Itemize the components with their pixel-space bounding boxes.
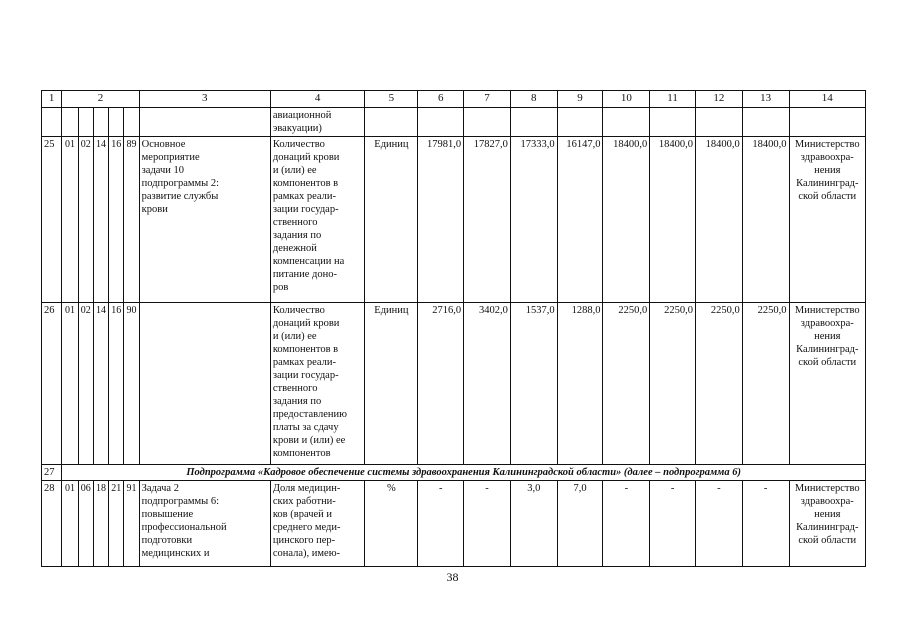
header-cell: 6: [418, 91, 464, 108]
row-number: 26: [42, 303, 62, 465]
continuation-row: [42, 108, 866, 137]
header-cell: 4: [270, 91, 365, 108]
value-cell: 2250,0: [742, 303, 789, 465]
value-cell: -: [603, 481, 650, 567]
header-cell: 5: [365, 91, 418, 108]
executor-cell: Министерство здравоохра- нения Калининград- ской области: [789, 303, 865, 465]
header-row: [42, 91, 866, 108]
indicator-cell: Доля медицин- ских работни- ков (врачей и среднего меди- цинского пер- сонала), имею-: [270, 481, 365, 567]
value-cell: 1288,0: [557, 303, 603, 465]
code-cell: 21: [109, 481, 124, 567]
code-cell: 16: [109, 137, 124, 303]
code-cell: 14: [93, 303, 108, 465]
header-cell: 3: [139, 91, 270, 108]
value-cell: 2250,0: [650, 303, 696, 465]
unit-cell: Единиц: [365, 303, 418, 465]
code-cell: 91: [124, 481, 139, 567]
code-cell: 02: [78, 303, 93, 465]
indicator-cell: Количество донаций крови и (или) ее компонентов в рамках реали- зации государ- ственного задания по предоставлению платы за сдачу крови и (или) ее компонентов: [270, 303, 365, 465]
header-cell: 11: [650, 91, 696, 108]
value-cell: 3402,0: [464, 303, 511, 465]
header-cell: 1: [42, 91, 62, 108]
code-cell: 01: [62, 303, 78, 465]
indicator-cell: Количество донаций крови и (или) ее компонентов в рамках реали- зации государ- ственного задания по денежной компенсации на питание доно- ров: [270, 137, 365, 303]
header-cell: 14: [789, 91, 865, 108]
code-cell: 14: [93, 137, 108, 303]
page-number: 38: [446, 570, 459, 584]
header-cell: 9: [557, 91, 603, 108]
value-cell: 2250,0: [695, 303, 742, 465]
row-number: 27: [42, 465, 62, 481]
value-cell: 17333,0: [510, 137, 557, 303]
value-cell: 16147,0: [557, 137, 603, 303]
header-cell: 8: [510, 91, 557, 108]
subprogram-title: Подпрограмма «Кадровое обеспечение системы здравоохранения Калининградской области» (далее – подпрограмма 6): [62, 465, 866, 481]
code-cell: 16: [109, 303, 124, 465]
value-cell: 2250,0: [603, 303, 650, 465]
value-cell: 18400,0: [695, 137, 742, 303]
program-indicators-table: [41, 90, 866, 567]
header-cell: 10: [603, 91, 650, 108]
header-cell: 12: [695, 91, 742, 108]
value-cell: 17827,0: [464, 137, 511, 303]
value-cell: 7,0: [557, 481, 603, 567]
header-cell: 7: [464, 91, 511, 108]
value-cell: 1537,0: [510, 303, 557, 465]
code-cell: 06: [78, 481, 93, 567]
header-cell: 13: [742, 91, 789, 108]
indicator-cell: авиационной эвакуации): [270, 108, 365, 137]
code-cell: 02: [78, 137, 93, 303]
executor-cell: Министерство здравоохра- нения Калининград- ской области: [789, 481, 865, 567]
value-cell: 18400,0: [742, 137, 789, 303]
event-cell: Задача 2 подпрограммы 6: повышение профессиональной подготовки медицинских и: [139, 481, 270, 567]
row-number: 28: [42, 481, 62, 567]
value-cell: 17981,0: [418, 137, 464, 303]
table-row: [42, 303, 866, 465]
value-cell: 18400,0: [650, 137, 696, 303]
code-cell: 01: [62, 137, 78, 303]
code-cell: 01: [62, 481, 78, 567]
table-row: [42, 481, 866, 567]
row-number: 25: [42, 137, 62, 303]
event-cell: Основное мероприятие задачи 10 подпрограммы 2: развитие службы крови: [139, 137, 270, 303]
value-cell: -: [742, 481, 789, 567]
code-cell: 90: [124, 303, 139, 465]
unit-cell: Единиц: [365, 137, 418, 303]
value-cell: -: [418, 481, 464, 567]
executor-cell: Министерство здравоохра- нения Калининград- ской области: [789, 137, 865, 303]
value-cell: -: [464, 481, 511, 567]
code-cell: 18: [93, 481, 108, 567]
subprogram-row: [42, 465, 866, 481]
value-cell: -: [650, 481, 696, 567]
header-cell: 2: [62, 91, 139, 108]
event-cell: [139, 303, 270, 465]
unit-cell: %: [365, 481, 418, 567]
value-cell: 2716,0: [418, 303, 464, 465]
code-cell: 89: [124, 137, 139, 303]
value-cell: 18400,0: [603, 137, 650, 303]
value-cell: -: [695, 481, 742, 567]
value-cell: 3,0: [510, 481, 557, 567]
table-row: [42, 137, 866, 303]
